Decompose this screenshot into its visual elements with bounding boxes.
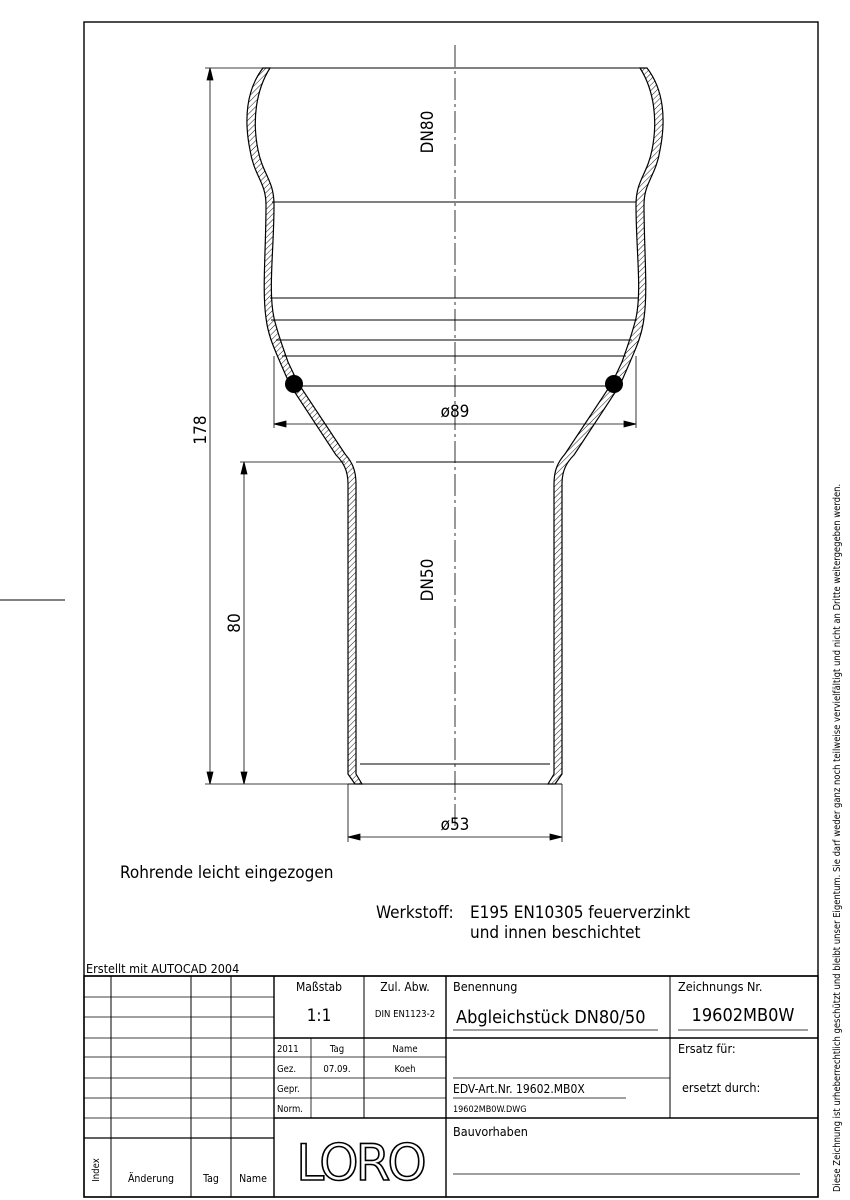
dim-upper-diameter-text: ø89 <box>440 402 470 422</box>
drawn-name: Koeh <box>394 1064 416 1075</box>
drawing-no-value: 19602MB0W <box>691 1005 795 1026</box>
project-label: Bauvorhaben <box>453 1124 528 1139</box>
dimension-lower-length <box>240 462 345 784</box>
name-header: Name <box>392 1044 418 1055</box>
rev-index-header: Index <box>91 1158 102 1182</box>
rev-date-header: Tag <box>203 1173 219 1185</box>
name-label: Benennung <box>453 979 518 994</box>
copyright-notice: Diese Zeichnung ist urheberrechtlich geschützt und bleibt unser Eigentum. Sie darf weder ganz noch teilweise vervielfältigt und nicht an Dritte weitergegeben werden. <box>832 483 843 1192</box>
dim-lower-length-text: 80 <box>225 613 245 633</box>
scale-value: 1:1 <box>306 1006 332 1026</box>
drawing-no-label: Zeichnungs Nr. <box>678 979 763 994</box>
rev-change-header: Änderung <box>127 1173 175 1185</box>
tolerance-label: Zul. Abw. <box>380 980 430 994</box>
name-value: Abgleichstück DN80/50 <box>456 1007 646 1028</box>
file-name: 19602MB0W.DWG <box>453 1105 527 1115</box>
scale-label: Maßstab <box>295 980 343 994</box>
drawn-label: Gez. <box>277 1064 297 1075</box>
replaced-by-label: ersetzt durch: <box>682 1080 761 1095</box>
checked-label: Gepr. <box>277 1084 300 1095</box>
weld-left <box>285 375 303 393</box>
norm-label: Norm. <box>277 1104 304 1115</box>
rev-name-header: Name <box>239 1173 267 1185</box>
right-wall <box>548 68 663 784</box>
material-line-2: und innen beschichtet <box>470 923 641 943</box>
edv-number: EDV-Art.Nr. 19602.MB0X <box>453 1082 585 1096</box>
nominal-bottom-label: DN50 <box>418 558 438 602</box>
replacement-for-label: Ersatz für: <box>678 1041 736 1056</box>
dim-overall-length-text: 178 <box>191 415 211 445</box>
left-wall <box>247 68 362 784</box>
day-header: Tag <box>329 1044 345 1055</box>
year: 2011 <box>277 1044 299 1055</box>
material-line-1: E195 EN10305 feuerverzinkt <box>470 903 691 923</box>
nominal-top-label: DN80 <box>418 110 438 154</box>
weld-right <box>605 375 623 393</box>
note-pipe-end: Rohrende leicht eingezogen <box>120 863 334 883</box>
loro-logo: LORO <box>296 1134 424 1192</box>
tolerance-value: DIN EN1123-2 <box>374 1009 436 1020</box>
created-with: Erstellt mit AUTOCAD 2004 <box>86 961 240 976</box>
drawn-date: 07.09. <box>323 1064 351 1075</box>
material-label: Werkstoff: <box>376 903 454 923</box>
dim-lower-diameter-text: ø53 <box>440 815 470 835</box>
